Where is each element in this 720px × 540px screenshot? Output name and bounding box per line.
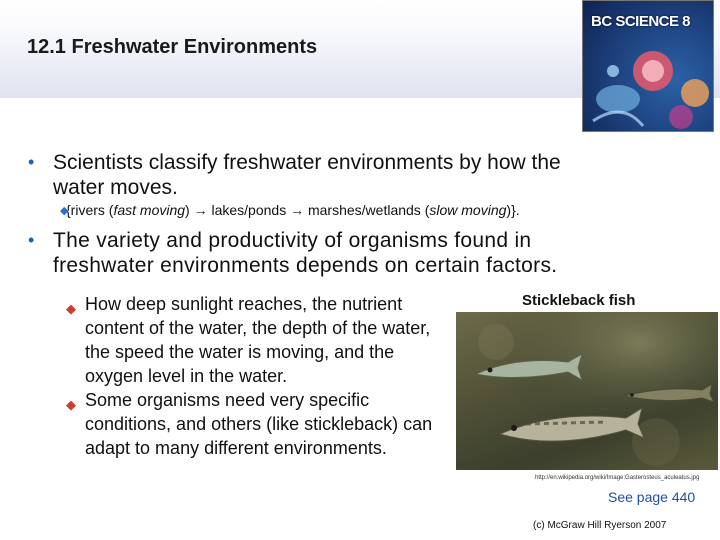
sub-bullet-text: How deep sunlight reaches, the nutrient content of the water, the depth of the water, the speed the water is moving, and the oxygen level in the water.	[85, 294, 431, 386]
flow-close: )}.	[506, 202, 520, 218]
photo-credit: http://en.wikipedia.org/wiki/Image:Gasterosteus_aculeatus.jpg	[535, 475, 700, 481]
bullet-text: The variety and productivity of organisms found in freshwater environments depends on certain factors.	[53, 229, 558, 277]
bullet-text: Scientists classify freshwater environments by how the water moves.	[53, 151, 561, 199]
flow-middle: ) → lakes/ponds → marshes/wetlands (	[185, 202, 430, 218]
sub-bullet-list	[66, 292, 446, 460]
diamond-bullet-icon: ◆	[66, 301, 76, 316]
bullet-variety	[28, 228, 628, 278]
diamond-bullet-icon: ◆	[66, 397, 76, 412]
flow-slow: slow moving	[429, 202, 507, 218]
photo-caption: Stickleback fish	[522, 292, 636, 309]
slide-title: 12.1 Freshwater Environments	[27, 36, 318, 58]
sub-bullet-text: Some organisms need very specific conditions, and others (like stickleback) can adapt to many different environments.	[85, 390, 433, 458]
sub-bullet-water-flow	[60, 202, 626, 218]
bullet-icon: •	[28, 152, 35, 172]
diamond-bullet-icon: ◆	[60, 205, 69, 217]
bullet-icon: •	[28, 230, 35, 250]
flow-open: {rivers (	[66, 202, 114, 218]
see-page-reference: See page 440	[608, 489, 696, 505]
textbook-cover-image	[582, 0, 714, 132]
stickleback-photo	[456, 312, 718, 470]
bullet-classification	[28, 150, 568, 200]
cover-title: BC SCIENCE 8	[591, 13, 691, 30]
sub-bullet-factors	[66, 292, 446, 388]
copyright-notice: (c) McGraw Hill Ryerson 2007	[533, 520, 667, 531]
stickleback-fish-illustration	[456, 312, 718, 470]
flow-fast: fast moving	[113, 202, 186, 218]
sub-bullet-adaptation	[66, 388, 446, 460]
